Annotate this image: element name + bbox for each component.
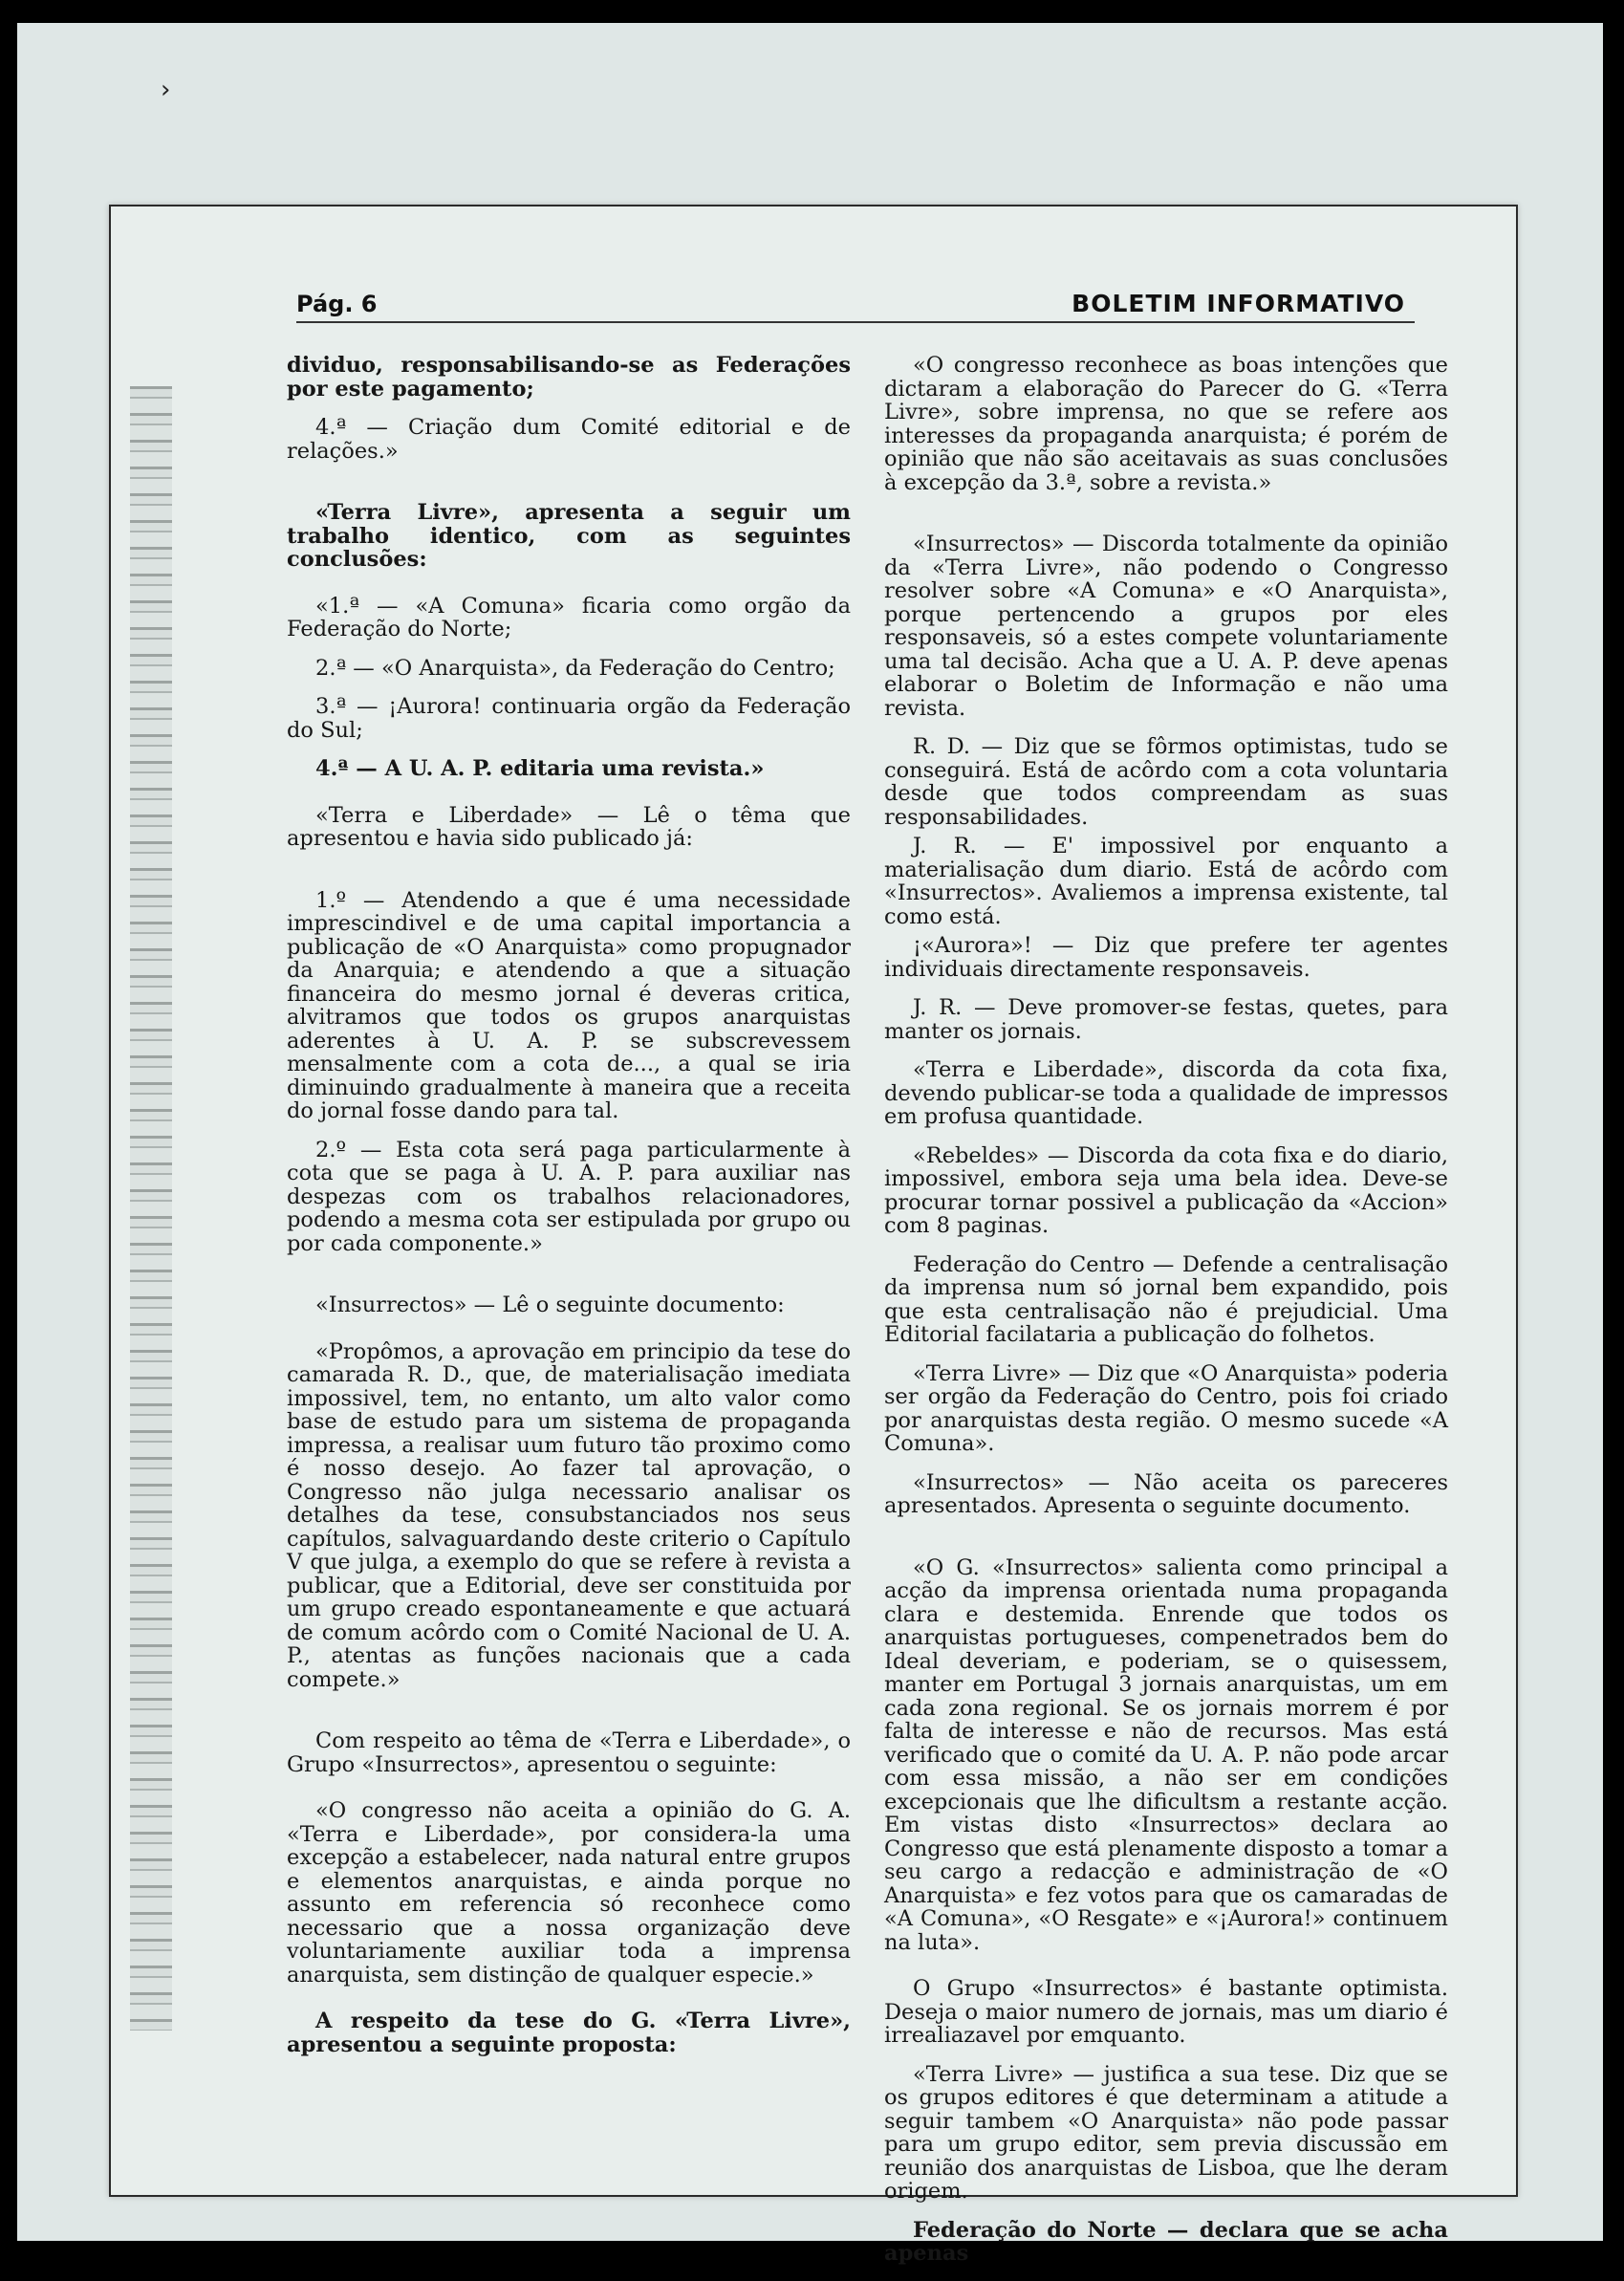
paragraph: 3.ª — ¡Aurora! continuaria orgão da Federação do Sul;: [287, 694, 851, 743]
paragraph: «Terra Livre», apresenta a seguir um trabalho identico, com as seguintes conclusões:: [287, 500, 851, 572]
paragraph: «O congresso reconhece as boas intenções que dictaram a elaboração do Parecer do G. «Terra Livre», sobre imprensa, no que se refere aos interesses da propaganda anarquista; é porém de opinião que não são aceitavais as suas conclusões à excepção da 3.ª, sobre a revista.»: [884, 353, 1448, 495]
speck-mark: ›: [161, 76, 171, 104]
paragraph: 4.ª — Criação dum Comité editorial e de relações.»: [287, 415, 851, 464]
paragraph: «Terra e Liberdade» — Lê o têma que apresentou e havia sido publicado já:: [287, 802, 851, 851]
right-column: [884, 354, 1448, 2281]
paragraph: Com respeito ao têma de «Terra e Liberdade», o Grupo «Insurrectos», apresentou o seguinte:: [287, 1728, 851, 1777]
paragraph: «Insurrectos» — Lê o seguinte documento:: [315, 1293, 785, 1317]
paragraph: A respeito da tese do G. «Terra Livre», apresentou a seguinte proposta:: [287, 2009, 851, 2057]
paragraph: O Grupo «Insurrectos» é bastante optimista. Deseja o maior numero de jornais, mas um diario é irrealiazavel por emquanto.: [884, 1976, 1448, 2048]
paragraph: J. R. — E' impossivel por enquanto a materialisação dum diario. Está de acôrdo com «Insurrectos». Avaliemos a imprensa existente, tal como está.: [884, 834, 1448, 929]
paragraph: dividuo, responsabilisando-se as Federações por este pagamento;: [287, 353, 851, 402]
paragraph: ¡«Aurora»! — Diz que prefere ter agentes individuais directamente responsaveis.: [884, 933, 1448, 982]
paragraph: «Insurrectos» — Discorda totalmente da opinião da «Terra Livre», não podendo o Congresso resolver sobre «A Comuna» e «O Anarquista», porque pertencendo a grupos por eles responsaveis, só a estes compete voluntariamente uma tal decisão. Acha que a U. A. P. deve apenas elaborar o Boletim de Informação e não uma revista.: [884, 532, 1448, 721]
paragraph: «Terra Livre» — justifica a sua tese. Diz que se os grupos editores é que determinam a atitude a seguir tambem «O Anarquista» não pode passar para um grupo editor, sem previa discussão em reunião dos anarquistas de Lisboa, que lhe deram origem.: [884, 2061, 1448, 2204]
paragraph: «Propômos, a aprovação em principio da tese do camarada R. D., que, de materialisação imediata impossivel, tem, no entanto, um alto valor como base de estudo para um sistema de propaganda impressa, a realisar uum futuro tão proximo como é nosso desejo. Ao fazer tal aprovação, o Congresso não julga necessario analisar os detalhes da tese, consubstanciados nos seus capítulos, salvaguardando deste criterio o Capítulo V que julga, a exemplo do que se refere à revista a publicar, que a Editorial, deve ser constituida por um grupo creado espontaneamente e que actuará de comum acôrdo com o Comité Nacional de U. A. P., atentas as funções nacionais que a cada compete.»: [287, 1338, 851, 1692]
paragraph: «Terra e Liberdade», discorda da cota fixa, devendo publicar-se toda a qualidade de impressos em profusa quantidade.: [884, 1057, 1448, 1129]
paragraph: «1.ª — «A Comuna» ficaria como orgão da Federação do Norte;: [287, 593, 851, 641]
publication-title: BOLETIM INFORMATIVO: [1072, 290, 1405, 317]
page-header: [296, 287, 1415, 323]
paragraph: 2.º — Esta cota será paga particularmente à cota que se paga à U. A. P. para auxiliar nas despezas com os trabalhos relacionadores, podendo a mesma cota ser estipulada por grupo ou por cada componente.»: [287, 1137, 851, 1256]
paragraph: R. D. — Diz que se fôrmos optimistas, tudo se conseguirá. Está de acôrdo com a cota voluntaria desde que todos compreendam as suas responsabilidades.: [884, 734, 1448, 830]
paragraph: «O G. «Insurrectos» salienta como principal a acção da imprensa orientada numa propaganda clara e destemida. Enrende que todos os anarquistas portugueses, compenetrados bem do Ideal deveriam, e poderiam, se o quisessem, manter em Portugal 3 jornais anarquistas, um em cada zona regional. Se os jornais morrem é por falta de interesse e não de recursos. Mas está verificado que o comité da U. A. P. não pode arcar com essa missão, a não ser em condições excepcionais que lhe dificultsm a restante acção. Em vistas disto «Insurrectos» declara ao Congresso que está plenamente disposto a tomar a seu cargo a redacção e administração de «O Anarquista» e fez votos para que os camaradas de «A Comuna», «O Resgate» e «¡Aurora!» continuem na luta».: [884, 1554, 1448, 1955]
paragraph: 2.ª — «O Anarquista», da Federação do Centro;: [315, 655, 835, 681]
paragraph: «Insurrectos» — Não aceita os pareceres apresentados. Apresenta o seguinte documento.: [884, 1469, 1448, 1518]
paragraph: «Terra Livre» — Diz que «O Anarquista» poderia ser orgão da Federação do Centro, pois foi criado por anarquistas desta região. O mesmo sucede «A Comuna».: [884, 1360, 1448, 1456]
paragraph: Federação do Centro — Defende a centralisação da imprensa num só jornal bem expandido, pois que esta centralisação não é prejudicial. Uma Editorial facilataria a publicação do folhetos.: [884, 1251, 1448, 1347]
paragraph: Federação do Norte — declara que se acha apenas: [884, 2217, 1448, 2266]
binding-shadow: [130, 386, 172, 2031]
paragraph: 1.º — Atendendo a que é uma necessidade imprescindivel e de uma capital importancia a publicação de «O Anarquista» como propugnador da Anarquia; e atendendo a que a situação financeira do mesmo jornal é deveras critica, alvitramos que todos os grupos anarquistas aderentes à U. A. P. se subscrevessem mensalmente com a cota de..., a qual se iria diminuindo gradualmente à maneira que a receita do jornal fosse dando para tal.: [287, 887, 851, 1123]
paragraph: «O congresso não aceita a opinião do G. A. «Terra e Liberdade», por considera-la uma excepção a estabelecer, nada natural entre grupos e elementos anarquistas, e ainda porque no assunto em referencia só reconhece como necessario que a nossa organização deve voluntariamente auxiliar toda a imprensa anarquista, sem distinção de qualquer especie.»: [287, 1798, 851, 1988]
page-number: Pág. 6: [296, 291, 378, 317]
paragraph: «Rebeldes» — Discorda da cota fixa e do diario, impossivel, embora seja uma bela idea. Deve-se procurar tornar possivel a publicação da «Accion» com 8 paginas.: [884, 1142, 1448, 1238]
paragraph: 4.ª — A U. A. P. editaria uma revista.»: [315, 756, 765, 781]
left-column: [287, 354, 851, 2072]
paragraph: J. R. — Deve promover-se festas, quetes, para manter os jornais.: [884, 995, 1448, 1044]
